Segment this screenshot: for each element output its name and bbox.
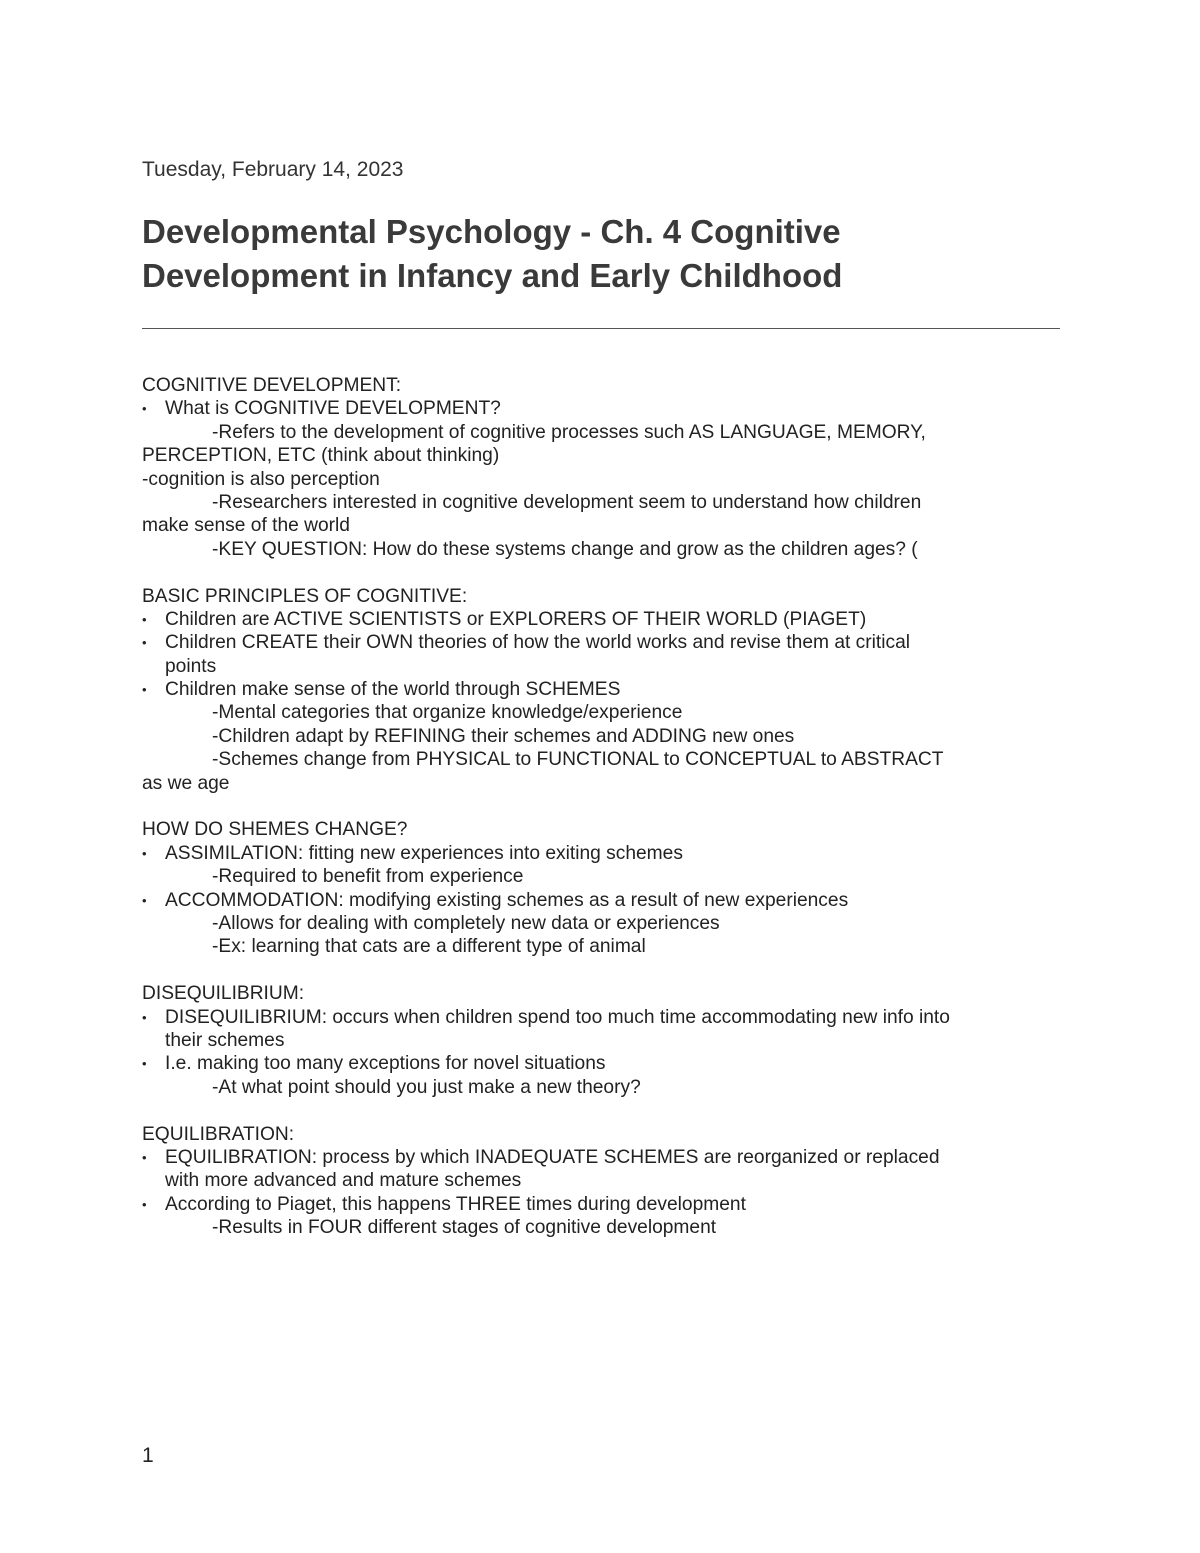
bullet-icon: • — [142, 1009, 147, 1025]
note-date: Tuesday, February 14, 2023 — [142, 158, 404, 181]
bullet-icon: • — [142, 892, 147, 908]
sub-line: -Children adapt by REFINING their schemes and ADDING new ones — [212, 725, 795, 747]
list-item: • According to Piaget, this happens THREE times during development — [142, 1193, 746, 1215]
section-heading: DISEQUILIBRIUM: — [142, 983, 305, 1005]
text-line: PERCEPTION, ETC (think about thinking) — [142, 445, 500, 467]
bullet-icon: • — [142, 1149, 147, 1165]
list-item-continuation: their schemes — [165, 1029, 285, 1051]
list-item: • ACCOMMODATION: modifying existing schemes as a result of new experiences — [142, 889, 849, 911]
sub-line: -Refers to the development of cognitive processes such AS LANGUAGE, MEMORY, — [212, 421, 926, 443]
sub-line: -Results in FOUR different stages of cognitive development — [212, 1217, 717, 1239]
bullet-icon: • — [142, 611, 147, 627]
list-item: • I.e. making too many exceptions for novel situations — [142, 1053, 606, 1075]
sub-line: -Researchers interested in cognitive development seem to understand how children — [212, 491, 922, 513]
horizontal-divider — [142, 328, 1060, 329]
list-item: • What is COGNITIVE DEVELOPMENT? — [142, 398, 501, 420]
sub-line: -KEY QUESTION: How do these systems change and grow as the children ages? ( — [212, 538, 918, 560]
section-heading: BASIC PRINCIPLES OF COGNITIVE: — [142, 585, 468, 607]
text-line: make sense of the world — [142, 515, 350, 537]
list-item: • EQUILIBRATION: process by which INADEQUATE SCHEMES are reorganized or replaced — [142, 1146, 940, 1168]
list-item: • Children CREATE their OWN theories of how the world works and revise them at critical — [142, 632, 911, 654]
sub-line: -Required to benefit from experience — [212, 866, 524, 888]
bullet-icon: • — [142, 1056, 147, 1072]
title-line: Developmental Psychology - Ch. 4 Cognitive — [142, 213, 841, 250]
bullet-icon: • — [142, 1196, 147, 1212]
list-item-continuation: with more advanced and mature schemes — [165, 1170, 522, 1192]
list-item: • Children make sense of the world through SCHEMES — [142, 679, 621, 701]
bullet-icon: • — [142, 682, 147, 698]
sub-line: -Allows for dealing with completely new data or experiences — [212, 912, 720, 934]
bullet-icon: • — [142, 845, 147, 861]
sub-line: -At what point should you just make a new theory? — [212, 1076, 641, 1098]
page-number: 1 — [142, 1444, 154, 1467]
bullet-icon: • — [142, 635, 147, 651]
list-item: • ASSIMILATION: fitting new experiences into exiting schemes — [142, 842, 683, 864]
page-title — [142, 210, 1042, 298]
sub-line: -Ex: learning that cats are a different type of animal — [212, 936, 646, 958]
section-heading: EQUILIBRATION: — [142, 1123, 295, 1145]
title-line: Development in Infancy and Early Childhood — [142, 257, 843, 294]
sub-line: -Mental categories that organize knowledge/experience — [212, 702, 683, 724]
list-item-continuation: points — [165, 655, 217, 677]
bullet-icon: • — [142, 401, 147, 417]
list-item: • DISEQUILIBRIUM: occurs when children spend too much time accommodating new info into — [142, 1006, 950, 1028]
list-item: • Children are ACTIVE SCIENTISTS or EXPLORERS OF THEIR WORLD (PIAGET) — [142, 608, 867, 630]
notes-body — [142, 374, 1062, 1239]
section-heading: HOW DO SHEMES CHANGE? — [142, 819, 408, 841]
text-line: as we age — [142, 772, 230, 794]
section-heading: COGNITIVE DEVELOPMENT: — [142, 375, 402, 396]
sub-line: -Schemes change from PHYSICAL to FUNCTIONAL to CONCEPTUAL to ABSTRACT — [212, 749, 944, 771]
text-line: -cognition is also perception — [142, 468, 380, 490]
